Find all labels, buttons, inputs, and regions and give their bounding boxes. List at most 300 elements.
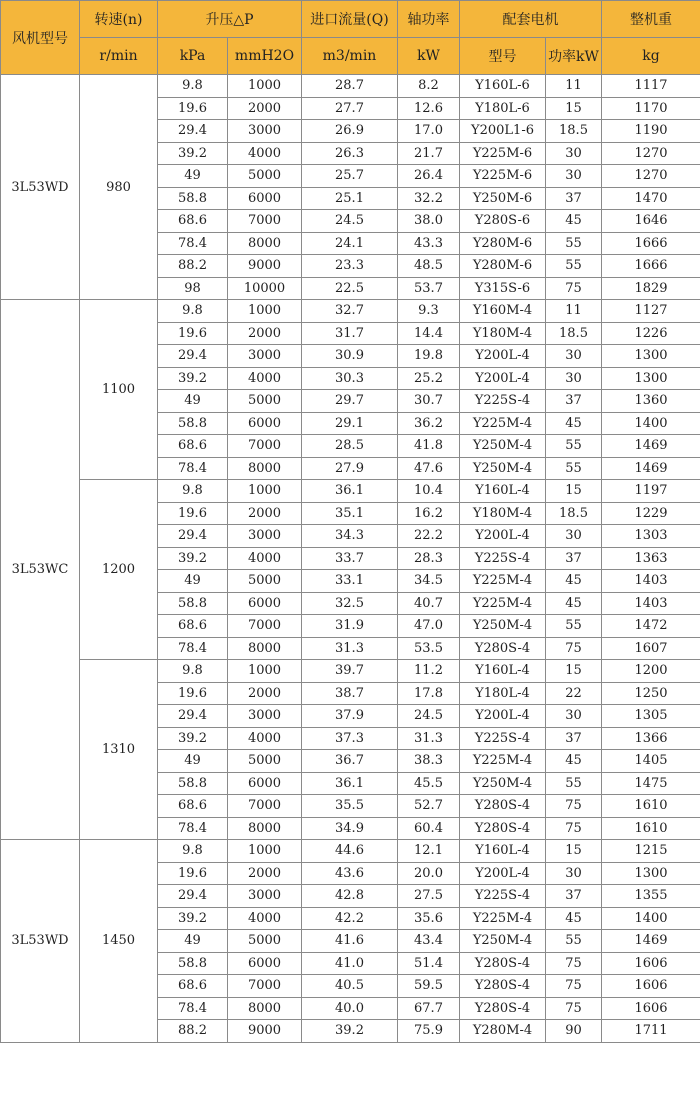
motor-power-cell: 37 xyxy=(546,187,602,210)
flow-cell: 42.2 xyxy=(302,907,398,930)
flow-cell: 43.6 xyxy=(302,862,398,885)
shaft-power-cell: 53.5 xyxy=(398,637,460,660)
flow-cell: 24.1 xyxy=(302,232,398,255)
shaft-power-cell: 20.0 xyxy=(398,862,460,885)
weight-cell: 1200 xyxy=(602,660,700,683)
shaft-power-cell: 36.2 xyxy=(398,412,460,435)
header-speed: 转速(n) xyxy=(80,1,158,38)
motor-model-cell: Y180L-4 xyxy=(460,682,546,705)
weight-cell: 1400 xyxy=(602,907,700,930)
shaft-power-cell: 16.2 xyxy=(398,502,460,525)
mmh2o-cell: 1000 xyxy=(228,480,302,503)
weight-cell: 1170 xyxy=(602,97,700,120)
motor-model-cell: Y160L-4 xyxy=(460,660,546,683)
motor-power-cell: 15 xyxy=(546,660,602,683)
header-shaft-power: 轴功率 xyxy=(398,1,460,38)
flow-cell: 28.5 xyxy=(302,435,398,458)
weight-cell: 1300 xyxy=(602,345,700,368)
shaft-power-cell: 28.3 xyxy=(398,547,460,570)
weight-cell: 1472 xyxy=(602,615,700,638)
motor-model-cell: Y280S-6 xyxy=(460,210,546,233)
shaft-power-cell: 45.5 xyxy=(398,772,460,795)
kpa-cell: 9.8 xyxy=(158,75,228,98)
motor-model-cell: Y180M-4 xyxy=(460,502,546,525)
kpa-cell: 78.4 xyxy=(158,637,228,660)
header-weight: 整机重 xyxy=(602,1,700,38)
mmh2o-cell: 6000 xyxy=(228,772,302,795)
motor-model-cell: Y180M-4 xyxy=(460,322,546,345)
shaft-power-cell: 40.7 xyxy=(398,592,460,615)
mmh2o-cell: 9000 xyxy=(228,255,302,278)
mmh2o-cell: 1000 xyxy=(228,840,302,863)
motor-power-cell: 30 xyxy=(546,345,602,368)
kpa-cell: 68.6 xyxy=(158,435,228,458)
motor-model-cell: Y160M-4 xyxy=(460,300,546,323)
shaft-power-cell: 38.3 xyxy=(398,750,460,773)
mmh2o-cell: 5000 xyxy=(228,570,302,593)
flow-cell: 39.7 xyxy=(302,660,398,683)
motor-power-cell: 22 xyxy=(546,682,602,705)
motor-power-cell: 45 xyxy=(546,750,602,773)
motor-power-cell: 75 xyxy=(546,795,602,818)
flow-cell: 40.0 xyxy=(302,997,398,1020)
motor-power-cell: 30 xyxy=(546,165,602,188)
motor-model-cell: Y225M-6 xyxy=(460,142,546,165)
shaft-power-cell: 17.0 xyxy=(398,120,460,143)
motor-model-cell: Y225M-4 xyxy=(460,907,546,930)
kpa-cell: 19.6 xyxy=(158,862,228,885)
kpa-cell: 9.8 xyxy=(158,840,228,863)
flow-cell: 29.1 xyxy=(302,412,398,435)
shaft-power-cell: 75.9 xyxy=(398,1020,460,1043)
kpa-cell: 19.6 xyxy=(158,322,228,345)
motor-power-cell: 55 xyxy=(546,435,602,458)
flow-cell: 25.7 xyxy=(302,165,398,188)
motor-power-cell: 15 xyxy=(546,97,602,120)
weight-cell: 1607 xyxy=(602,637,700,660)
motor-power-cell: 15 xyxy=(546,840,602,863)
mmh2o-cell: 4000 xyxy=(228,367,302,390)
kpa-cell: 49 xyxy=(158,750,228,773)
header-flow: 进口流量(Q) xyxy=(302,1,398,38)
weight-cell: 1190 xyxy=(602,120,700,143)
table-row xyxy=(1,300,700,323)
kpa-cell: 78.4 xyxy=(158,232,228,255)
mmh2o-cell: 5000 xyxy=(228,750,302,773)
unit-power: kW xyxy=(398,38,460,75)
motor-model-cell: Y250M-6 xyxy=(460,187,546,210)
table-row xyxy=(1,75,700,98)
mmh2o-cell: 8000 xyxy=(228,817,302,840)
motor-model-cell: Y250M-4 xyxy=(460,772,546,795)
mmh2o-cell: 3000 xyxy=(228,885,302,908)
kpa-cell: 49 xyxy=(158,570,228,593)
motor-power-cell: 55 xyxy=(546,615,602,638)
flow-cell: 26.9 xyxy=(302,120,398,143)
shaft-power-cell: 52.7 xyxy=(398,795,460,818)
weight-cell: 1606 xyxy=(602,975,700,998)
kpa-cell: 58.8 xyxy=(158,412,228,435)
motor-model-cell: Y225M-4 xyxy=(460,750,546,773)
speed-cell: 1310 xyxy=(80,660,158,840)
header-pressure: 升压△P xyxy=(158,1,302,38)
motor-power-cell: 45 xyxy=(546,412,602,435)
mmh2o-cell: 3000 xyxy=(228,525,302,548)
mmh2o-cell: 3000 xyxy=(228,120,302,143)
weight-cell: 1360 xyxy=(602,390,700,413)
shaft-power-cell: 14.4 xyxy=(398,322,460,345)
mmh2o-cell: 8000 xyxy=(228,997,302,1020)
shaft-power-cell: 35.6 xyxy=(398,907,460,930)
motor-power-cell: 45 xyxy=(546,907,602,930)
kpa-cell: 68.6 xyxy=(158,615,228,638)
motor-model-cell: Y250M-4 xyxy=(460,435,546,458)
speed-cell: 1100 xyxy=(80,300,158,480)
flow-cell: 36.7 xyxy=(302,750,398,773)
shaft-power-cell: 51.4 xyxy=(398,952,460,975)
mmh2o-cell: 10000 xyxy=(228,277,302,300)
kpa-cell: 9.8 xyxy=(158,300,228,323)
kpa-cell: 78.4 xyxy=(158,997,228,1020)
weight-cell: 1666 xyxy=(602,232,700,255)
mmh2o-cell: 4000 xyxy=(228,907,302,930)
motor-model-cell: Y160L-6 xyxy=(460,75,546,98)
model-cell: 3L53WD xyxy=(1,840,80,1043)
header-motor: 配套电机 xyxy=(460,1,602,38)
kpa-cell: 58.8 xyxy=(158,187,228,210)
motor-model-cell: Y250M-4 xyxy=(460,930,546,953)
weight-cell: 1250 xyxy=(602,682,700,705)
motor-power-cell: 30 xyxy=(546,862,602,885)
mmh2o-cell: 7000 xyxy=(228,975,302,998)
mmh2o-cell: 1000 xyxy=(228,75,302,98)
motor-model-cell: Y160L-4 xyxy=(460,840,546,863)
shaft-power-cell: 12.1 xyxy=(398,840,460,863)
weight-cell: 1829 xyxy=(602,277,700,300)
weight-cell: 1303 xyxy=(602,525,700,548)
motor-power-cell: 18.5 xyxy=(546,322,602,345)
mmh2o-cell: 2000 xyxy=(228,502,302,525)
table-row xyxy=(1,480,700,503)
shaft-power-cell: 8.2 xyxy=(398,75,460,98)
weight-cell: 1270 xyxy=(602,142,700,165)
motor-model-cell: Y160L-4 xyxy=(460,480,546,503)
kpa-cell: 49 xyxy=(158,930,228,953)
weight-cell: 1215 xyxy=(602,840,700,863)
header-row-2 xyxy=(1,38,700,75)
flow-cell: 35.1 xyxy=(302,502,398,525)
shaft-power-cell: 30.7 xyxy=(398,390,460,413)
flow-cell: 25.1 xyxy=(302,187,398,210)
flow-cell: 23.3 xyxy=(302,255,398,278)
motor-model-cell: Y200L-4 xyxy=(460,525,546,548)
motor-model-cell: Y225M-4 xyxy=(460,592,546,615)
kpa-cell: 9.8 xyxy=(158,660,228,683)
motor-power-cell: 30 xyxy=(546,525,602,548)
motor-model-cell: Y280M-6 xyxy=(460,255,546,278)
motor-power-cell: 90 xyxy=(546,1020,602,1043)
weight-cell: 1403 xyxy=(602,592,700,615)
model-cell: 3L53WD xyxy=(1,75,80,300)
weight-cell: 1226 xyxy=(602,322,700,345)
motor-power-cell: 55 xyxy=(546,930,602,953)
flow-cell: 37.9 xyxy=(302,705,398,728)
weight-cell: 1403 xyxy=(602,570,700,593)
motor-model-cell: Y280M-4 xyxy=(460,1020,546,1043)
motor-power-cell: 37 xyxy=(546,547,602,570)
flow-cell: 30.9 xyxy=(302,345,398,368)
weight-cell: 1405 xyxy=(602,750,700,773)
motor-model-cell: Y200L-4 xyxy=(460,862,546,885)
shaft-power-cell: 12.6 xyxy=(398,97,460,120)
motor-model-cell: Y225S-4 xyxy=(460,547,546,570)
motor-power-cell: 75 xyxy=(546,277,602,300)
kpa-cell: 49 xyxy=(158,165,228,188)
shaft-power-cell: 34.5 xyxy=(398,570,460,593)
shaft-power-cell: 9.3 xyxy=(398,300,460,323)
weight-cell: 1469 xyxy=(602,435,700,458)
motor-power-cell: 11 xyxy=(546,75,602,98)
motor-model-cell: Y280M-6 xyxy=(460,232,546,255)
speed-cell: 1200 xyxy=(80,480,158,660)
weight-cell: 1229 xyxy=(602,502,700,525)
mmh2o-cell: 2000 xyxy=(228,322,302,345)
flow-cell: 27.9 xyxy=(302,457,398,480)
motor-model-cell: Y200L-4 xyxy=(460,705,546,728)
weight-cell: 1646 xyxy=(602,210,700,233)
flow-cell: 26.3 xyxy=(302,142,398,165)
kpa-cell: 29.4 xyxy=(158,345,228,368)
shaft-power-cell: 19.8 xyxy=(398,345,460,368)
flow-cell: 35.5 xyxy=(302,795,398,818)
flow-cell: 29.7 xyxy=(302,390,398,413)
mmh2o-cell: 4000 xyxy=(228,727,302,750)
motor-model-cell: Y200L-4 xyxy=(460,367,546,390)
mmh2o-cell: 4000 xyxy=(228,142,302,165)
motor-power-cell: 75 xyxy=(546,817,602,840)
header-row-1 xyxy=(1,1,700,38)
weight-cell: 1270 xyxy=(602,165,700,188)
weight-cell: 1475 xyxy=(602,772,700,795)
motor-model-cell: Y280S-4 xyxy=(460,795,546,818)
unit-speed: r/min xyxy=(80,38,158,75)
flow-cell: 31.3 xyxy=(302,637,398,660)
flow-cell: 31.7 xyxy=(302,322,398,345)
mmh2o-cell: 1000 xyxy=(228,660,302,683)
mmh2o-cell: 2000 xyxy=(228,862,302,885)
mmh2o-cell: 3000 xyxy=(228,705,302,728)
motor-model-cell: Y280S-4 xyxy=(460,817,546,840)
kpa-cell: 19.6 xyxy=(158,682,228,705)
flow-cell: 24.5 xyxy=(302,210,398,233)
kpa-cell: 58.8 xyxy=(158,592,228,615)
motor-model-cell: Y225S-4 xyxy=(460,885,546,908)
motor-power-cell: 75 xyxy=(546,952,602,975)
motor-power-cell: 15 xyxy=(546,480,602,503)
flow-cell: 39.2 xyxy=(302,1020,398,1043)
motor-power-cell: 55 xyxy=(546,232,602,255)
motor-model-cell: Y225M-4 xyxy=(460,412,546,435)
motor-model-cell: Y200L-4 xyxy=(460,345,546,368)
weight-cell: 1366 xyxy=(602,727,700,750)
table-row xyxy=(1,840,700,863)
motor-power-cell: 75 xyxy=(546,975,602,998)
kpa-cell: 68.6 xyxy=(158,975,228,998)
mmh2o-cell: 2000 xyxy=(228,682,302,705)
flow-cell: 22.5 xyxy=(302,277,398,300)
kpa-cell: 39.2 xyxy=(158,727,228,750)
weight-cell: 1606 xyxy=(602,997,700,1020)
motor-power-cell: 37 xyxy=(546,390,602,413)
shaft-power-cell: 21.7 xyxy=(398,142,460,165)
mmh2o-cell: 8000 xyxy=(228,457,302,480)
flow-cell: 44.6 xyxy=(302,840,398,863)
kpa-cell: 88.2 xyxy=(158,1020,228,1043)
kpa-cell: 68.6 xyxy=(158,795,228,818)
speed-cell: 1450 xyxy=(80,840,158,1043)
table-header xyxy=(1,1,700,75)
mmh2o-cell: 8000 xyxy=(228,232,302,255)
speed-cell: 980 xyxy=(80,75,158,300)
mmh2o-cell: 7000 xyxy=(228,210,302,233)
flow-cell: 30.3 xyxy=(302,367,398,390)
motor-power-cell: 45 xyxy=(546,592,602,615)
mmh2o-cell: 1000 xyxy=(228,300,302,323)
mmh2o-cell: 2000 xyxy=(228,97,302,120)
flow-cell: 34.3 xyxy=(302,525,398,548)
weight-cell: 1610 xyxy=(602,795,700,818)
kpa-cell: 58.8 xyxy=(158,772,228,795)
kpa-cell: 29.4 xyxy=(158,705,228,728)
unit-flow: m3/min xyxy=(302,38,398,75)
motor-model-cell: Y180L-6 xyxy=(460,97,546,120)
mmh2o-cell: 5000 xyxy=(228,390,302,413)
shaft-power-cell: 24.5 xyxy=(398,705,460,728)
weight-cell: 1400 xyxy=(602,412,700,435)
motor-power-cell: 75 xyxy=(546,637,602,660)
kpa-cell: 19.6 xyxy=(158,502,228,525)
flow-cell: 33.7 xyxy=(302,547,398,570)
motor-power-cell: 45 xyxy=(546,210,602,233)
kpa-cell: 29.4 xyxy=(158,525,228,548)
motor-power-cell: 18.5 xyxy=(546,502,602,525)
weight-cell: 1355 xyxy=(602,885,700,908)
flow-cell: 36.1 xyxy=(302,772,398,795)
mmh2o-cell: 9000 xyxy=(228,1020,302,1043)
motor-power-cell: 30 xyxy=(546,705,602,728)
mmh2o-cell: 6000 xyxy=(228,187,302,210)
motor-model-cell: Y225S-4 xyxy=(460,727,546,750)
weight-cell: 1300 xyxy=(602,862,700,885)
mmh2o-cell: 5000 xyxy=(228,930,302,953)
motor-model-cell: Y280S-4 xyxy=(460,637,546,660)
shaft-power-cell: 17.8 xyxy=(398,682,460,705)
flow-cell: 38.7 xyxy=(302,682,398,705)
shaft-power-cell: 47.0 xyxy=(398,615,460,638)
mmh2o-cell: 7000 xyxy=(228,795,302,818)
motor-power-cell: 37 xyxy=(546,885,602,908)
kpa-cell: 98 xyxy=(158,277,228,300)
unit-weight: kg xyxy=(602,38,700,75)
shaft-power-cell: 31.3 xyxy=(398,727,460,750)
weight-cell: 1197 xyxy=(602,480,700,503)
motor-model-cell: Y225M-6 xyxy=(460,165,546,188)
motor-power-cell: 75 xyxy=(546,997,602,1020)
weight-cell: 1117 xyxy=(602,75,700,98)
kpa-cell: 39.2 xyxy=(158,907,228,930)
motor-power-cell: 45 xyxy=(546,570,602,593)
flow-cell: 40.5 xyxy=(302,975,398,998)
flow-cell: 32.7 xyxy=(302,300,398,323)
flow-cell: 27.7 xyxy=(302,97,398,120)
weight-cell: 1610 xyxy=(602,817,700,840)
kpa-cell: 78.4 xyxy=(158,817,228,840)
motor-model-cell: Y280S-4 xyxy=(460,952,546,975)
mmh2o-cell: 7000 xyxy=(228,615,302,638)
shaft-power-cell: 67.7 xyxy=(398,997,460,1020)
mmh2o-cell: 6000 xyxy=(228,952,302,975)
motor-power-cell: 55 xyxy=(546,255,602,278)
weight-cell: 1666 xyxy=(602,255,700,278)
kpa-cell: 29.4 xyxy=(158,885,228,908)
flow-cell: 41.6 xyxy=(302,930,398,953)
kpa-cell: 88.2 xyxy=(158,255,228,278)
motor-model-cell: Y200L1-6 xyxy=(460,120,546,143)
shaft-power-cell: 22.2 xyxy=(398,525,460,548)
mmh2o-cell: 8000 xyxy=(228,637,302,660)
mmh2o-cell: 5000 xyxy=(228,165,302,188)
kpa-cell: 39.2 xyxy=(158,142,228,165)
motor-model-cell: Y225S-4 xyxy=(460,390,546,413)
unit-kpa: kPa xyxy=(158,38,228,75)
shaft-power-cell: 10.4 xyxy=(398,480,460,503)
weight-cell: 1127 xyxy=(602,300,700,323)
weight-cell: 1606 xyxy=(602,952,700,975)
motor-power-cell: 30 xyxy=(546,142,602,165)
motor-power-cell: 37 xyxy=(546,727,602,750)
motor-model-header: 型号 xyxy=(460,38,546,75)
flow-cell: 32.5 xyxy=(302,592,398,615)
shaft-power-cell: 32.2 xyxy=(398,187,460,210)
motor-model-cell: Y280S-4 xyxy=(460,997,546,1020)
shaft-power-cell: 47.6 xyxy=(398,457,460,480)
weight-cell: 1469 xyxy=(602,457,700,480)
motor-power-cell: 55 xyxy=(546,772,602,795)
kpa-cell: 39.2 xyxy=(158,367,228,390)
mmh2o-cell: 6000 xyxy=(228,412,302,435)
shaft-power-cell: 43.4 xyxy=(398,930,460,953)
flow-cell: 34.9 xyxy=(302,817,398,840)
kpa-cell: 9.8 xyxy=(158,480,228,503)
table-body xyxy=(1,75,700,1043)
mmh2o-cell: 6000 xyxy=(228,592,302,615)
shaft-power-cell: 60.4 xyxy=(398,817,460,840)
motor-model-cell: Y315S-6 xyxy=(460,277,546,300)
flow-cell: 36.1 xyxy=(302,480,398,503)
flow-cell: 28.7 xyxy=(302,75,398,98)
motor-model-cell: Y225M-4 xyxy=(460,570,546,593)
motor-power-header: 功率kW xyxy=(546,38,602,75)
mmh2o-cell: 3000 xyxy=(228,345,302,368)
flow-cell: 37.3 xyxy=(302,727,398,750)
kpa-cell: 78.4 xyxy=(158,457,228,480)
flow-cell: 42.8 xyxy=(302,885,398,908)
shaft-power-cell: 27.5 xyxy=(398,885,460,908)
weight-cell: 1300 xyxy=(602,367,700,390)
shaft-power-cell: 48.5 xyxy=(398,255,460,278)
weight-cell: 1305 xyxy=(602,705,700,728)
shaft-power-cell: 26.4 xyxy=(398,165,460,188)
